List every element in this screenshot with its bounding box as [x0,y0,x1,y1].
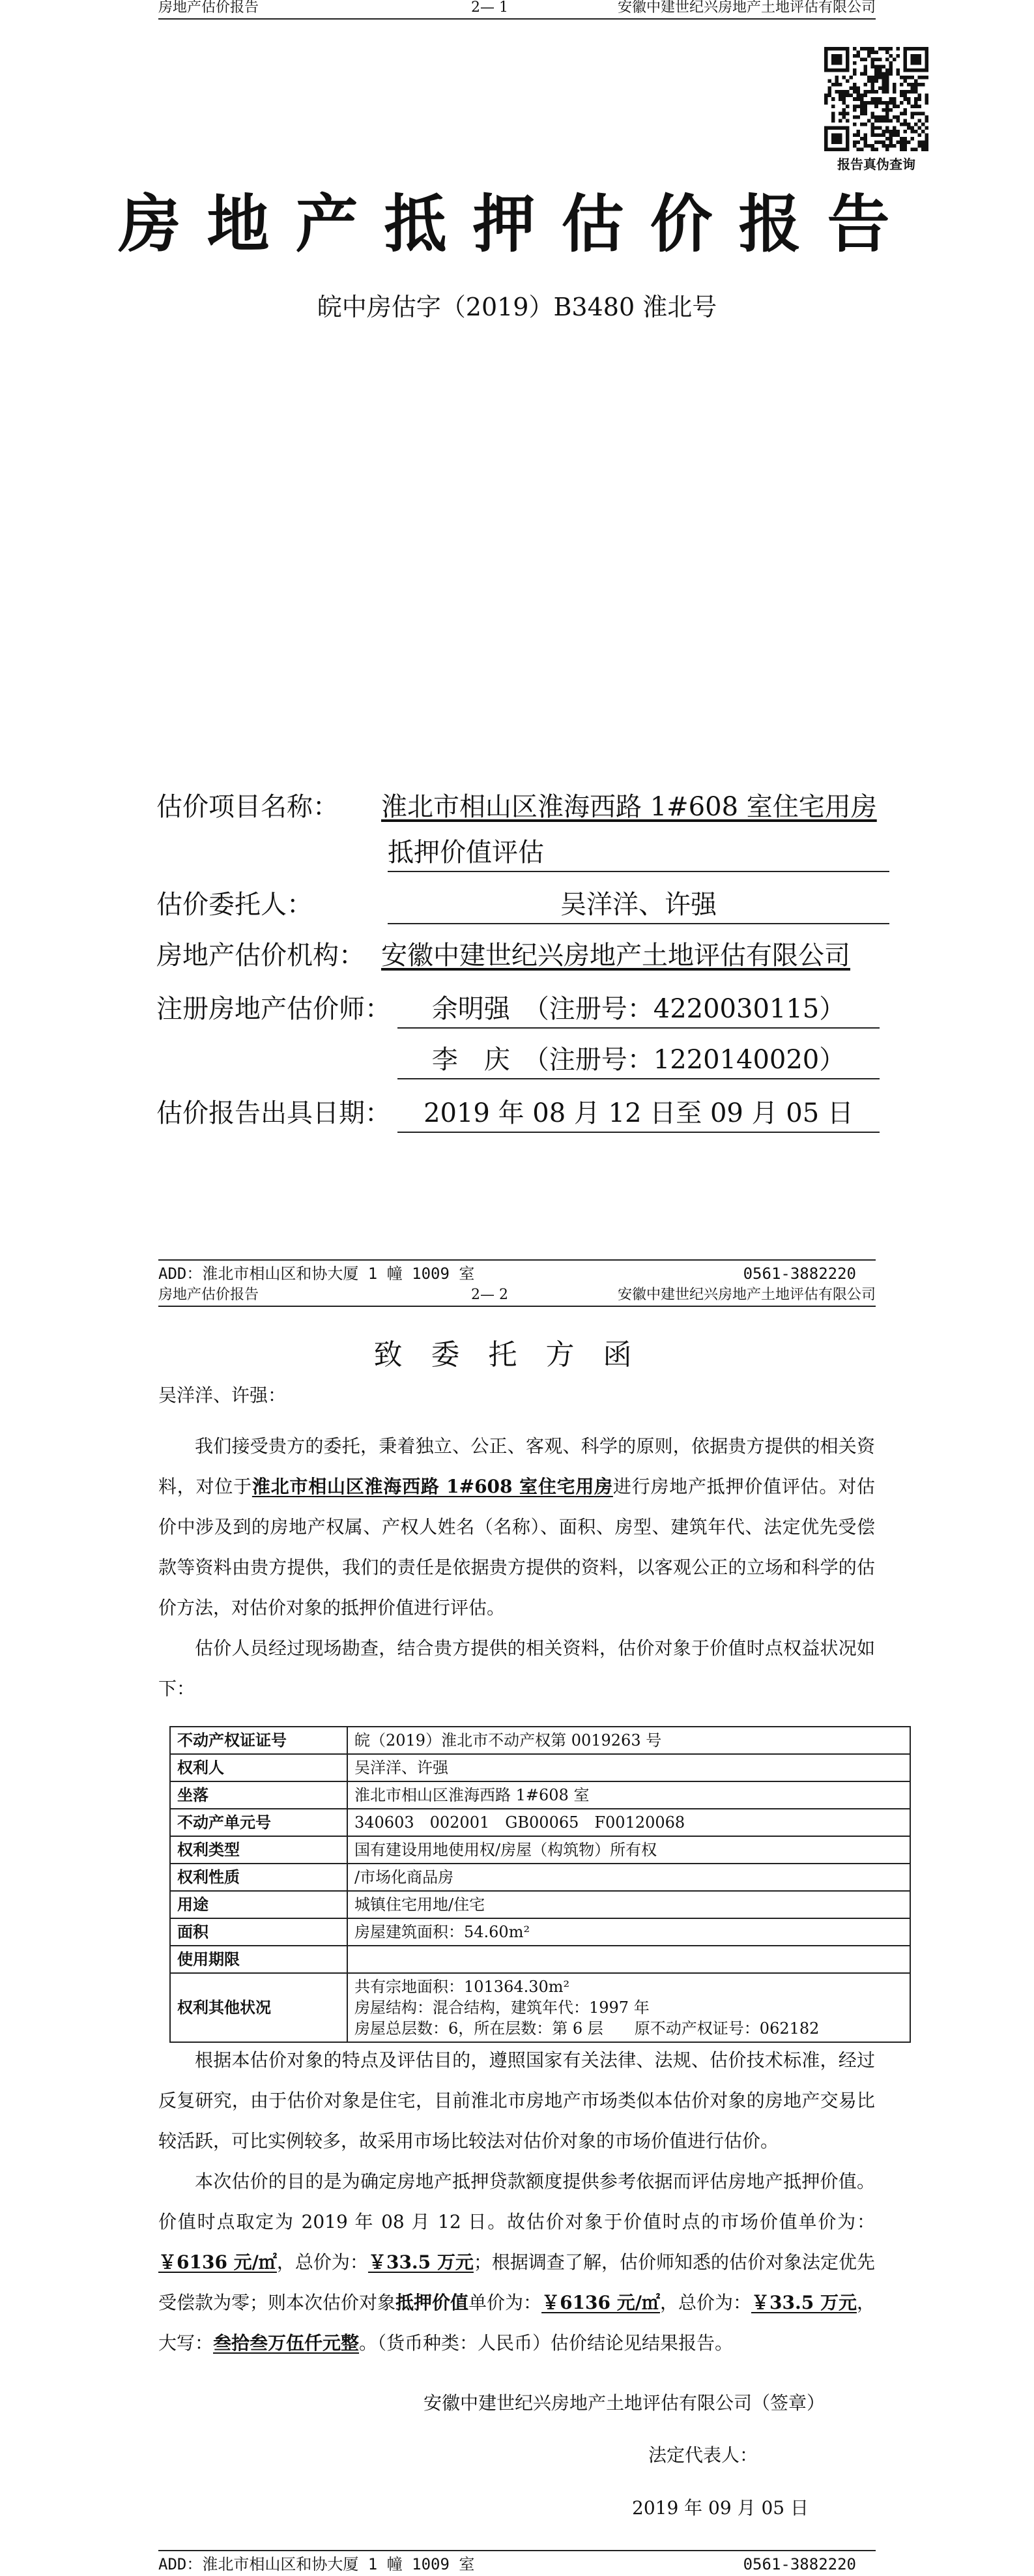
p4-text-a: 本次估价的目的是为确定房地产抵押贷款额度提供参考依据而评估房地产抵押价值。价值时点取定为 2019 年 08 月 12 日。故估价对象于价值时点的市场价值单价为： [158,2171,875,2232]
table-key: 不动产单元号 [170,1809,347,1836]
table-value: /市场化商品房 [347,1864,910,1891]
page2-header [158,1287,876,1307]
page1-header [158,0,876,20]
footer-phone: 0561-3882220 [743,2555,856,2573]
salutation [158,1375,875,1416]
page1-footer [158,1259,876,1283]
table-value: 吴洋洋、许强 [347,1754,910,1781]
sign-date: 2019 年 09 月 05 日 [632,2497,809,2519]
p4-text-e: 单价为： [468,2292,542,2313]
header-page-number: 2— 2 [471,1287,508,1303]
p4-text-f: ，总价为： [659,2292,751,2313]
table-key: 用途 [170,1891,347,1918]
market-unit-price: ￥6136 元/㎡ [158,2251,277,2273]
qr-code-icon [824,47,928,151]
appraiser-label: 注册房地产估价师： [156,994,391,1024]
table-key: 坐落 [170,1781,347,1809]
letter-heading: 致委托方函 [373,1338,661,1371]
other-status-line: 共有宗地面积：101364.30m² [354,1978,570,1996]
header-left: 房地产估价报告 [158,1287,259,1303]
table-key: 权利类型 [170,1836,347,1864]
table-value: 皖（2019）淮北市不动产权第 0019263 号 [347,1727,910,1754]
mortgage-unit-price: ￥6136 元/㎡ [541,2292,660,2313]
p4-text-b: ，总价为： [276,2251,368,2273]
footer-phone: 0561-3882220 [743,1265,856,1283]
table-key: 不动产权证证号 [170,1727,347,1754]
table-row [170,1754,910,1781]
table-value-other [347,1973,910,2042]
header-right: 安徽中建世纪兴房地产土地评估有限公司 [617,0,876,16]
rights-table [169,1726,911,2043]
table-row [170,1727,910,1754]
sign-representative: 法定代表人： [648,2444,758,2466]
header-page-number: 2— 1 [471,0,508,16]
agency-label: 房地产估价机构： [156,941,365,971]
project-value-line2: 抵押价值评估 [388,834,889,872]
qr-caption: 报告真伪查询 [837,156,915,172]
table-key: 面积 [170,1918,347,1946]
p1-property-address: 淮北市相山区淮海西路 1#608 室住宅用房 [251,1476,613,1497]
p4-text-c: ；根据调查了解，估价师知悉的估价对象法定优先受偿款为零；则本次估价对象 [158,2251,875,2313]
header-left: 房地产估价报告 [158,0,259,16]
table-row [170,1918,910,1946]
table-value: 城镇住宅用地/住宅 [347,1891,910,1918]
p4-mortgage-value: 抵押价值 [395,2292,469,2313]
table-value: 淮北市相山区淮海西路 1#608 室 [347,1781,910,1809]
market-total-price: ￥33.5 万元 [367,2251,474,2273]
agency-value: 安徽中建世纪兴房地产土地评估有限公司 [381,941,850,971]
date-value: 2019 年 08 月 12 日至 09 月 05 日 [397,1095,880,1133]
table-row [170,1946,910,1973]
p1-text-a: 我们接受贵方的委托，秉着独立、公正、客观、科学的原则，依据贵方提供的相关资料，对位于 [158,1435,875,1497]
report-title: 房地产抵押估价报告 [118,187,916,261]
date-label: 估价报告出具日期： [156,1098,391,1128]
p2-text: 估价人员经过现场勘查，结合贵方提供的相关资料，估价对象于价值时点权益状况如下： [158,1637,875,1699]
appraiser-2: 李 庆 （注册号：1220140020） [397,1042,880,1079]
table-key: 权利人 [170,1754,347,1781]
table-row [170,1973,910,2042]
p3-text: 根据本估价对象的特点及评估目的，遵照国家有关法律、法规、估价技术标准，经过反复研究，由于估价对象是住宅，目前淮北市房地产市场类似本估价对象的房地产交易比较活跃，可比实例较多，故采用市场比较法对估价对象的市场价值进行估价。 [158,2049,875,2152]
table-value [347,1946,910,1973]
table-key: 使用期限 [170,1946,347,1973]
appraiser-1: 余明强 （注册号：4220030115） [397,991,880,1029]
salutation-text: 吴洋洋、许强： [158,1384,287,1406]
table-key: 权利性质 [170,1864,347,1891]
table-row [170,1864,910,1891]
report-number: 皖中房估字（2019）B3480 淮北号 [317,293,717,321]
footer-address: ADD：淮北市相山区和协大厦 1 幢 1009 室 [158,2555,475,2573]
header-right: 安徽中建世纪兴房地产土地评估有限公司 [617,1287,876,1303]
project-label: 估价项目名称： [156,792,339,822]
sign-company: 安徽中建世纪兴房地产土地评估有限公司（签章） [424,2392,826,2414]
table-row [170,1809,910,1836]
table-value: 房屋建筑面积：54.60m² [347,1918,910,1946]
table-key: 权利其他状况 [170,1973,347,2042]
mortgage-total-price: ￥33.5 万元 [751,2292,857,2313]
footer-address: ADD：淮北市相山区和协大厦 1 幢 1009 室 [158,1265,475,1283]
letter-body-2 [158,2040,875,2364]
client-value: 吴洋洋、许强 [388,886,889,924]
total-in-words: 叁拾叁万伍仟元整 [213,2332,360,2354]
report-info-block [0,789,1034,1154]
page2-footer [158,2550,876,2571]
table-row [170,1836,910,1864]
other-status-line: 房屋结构：混合结构，建筑年代：1997 年 [354,1998,650,2017]
p4-text-g: ，大写： [158,2292,875,2354]
table-value: 340603 002001 GB00065 F00120068 [347,1809,910,1836]
project-value-line1: 淮北市相山区淮海西路 1#608 室住宅用房 [381,792,877,822]
other-status-line: 房屋总层数：6，所在层数：第 6 层 原不动产权证号：062182 [354,2019,820,2038]
table-row [170,1781,910,1809]
p4-text-h: 。（货币种类：人民币）估价结论见结果报告。 [359,2332,734,2354]
table-value: 国有建设用地使用权/房屋（构筑物）所有权 [347,1836,910,1864]
table-row [170,1891,910,1918]
letter-body-1 [158,1426,875,1709]
client-label: 估价委托人： [156,890,313,920]
p1-text-c: 进行房地产抵押价值评估。对估价中涉及到的房地产权属、产权人姓名（名称）、面积、房型、建筑年代、法定优先受偿款等资料由贵方提供，我们的责任是依据贵方提供的资料，以客观公正的立场和科学的估价方法，对估价对象的抵押价值进行评估。 [158,1476,875,1618]
